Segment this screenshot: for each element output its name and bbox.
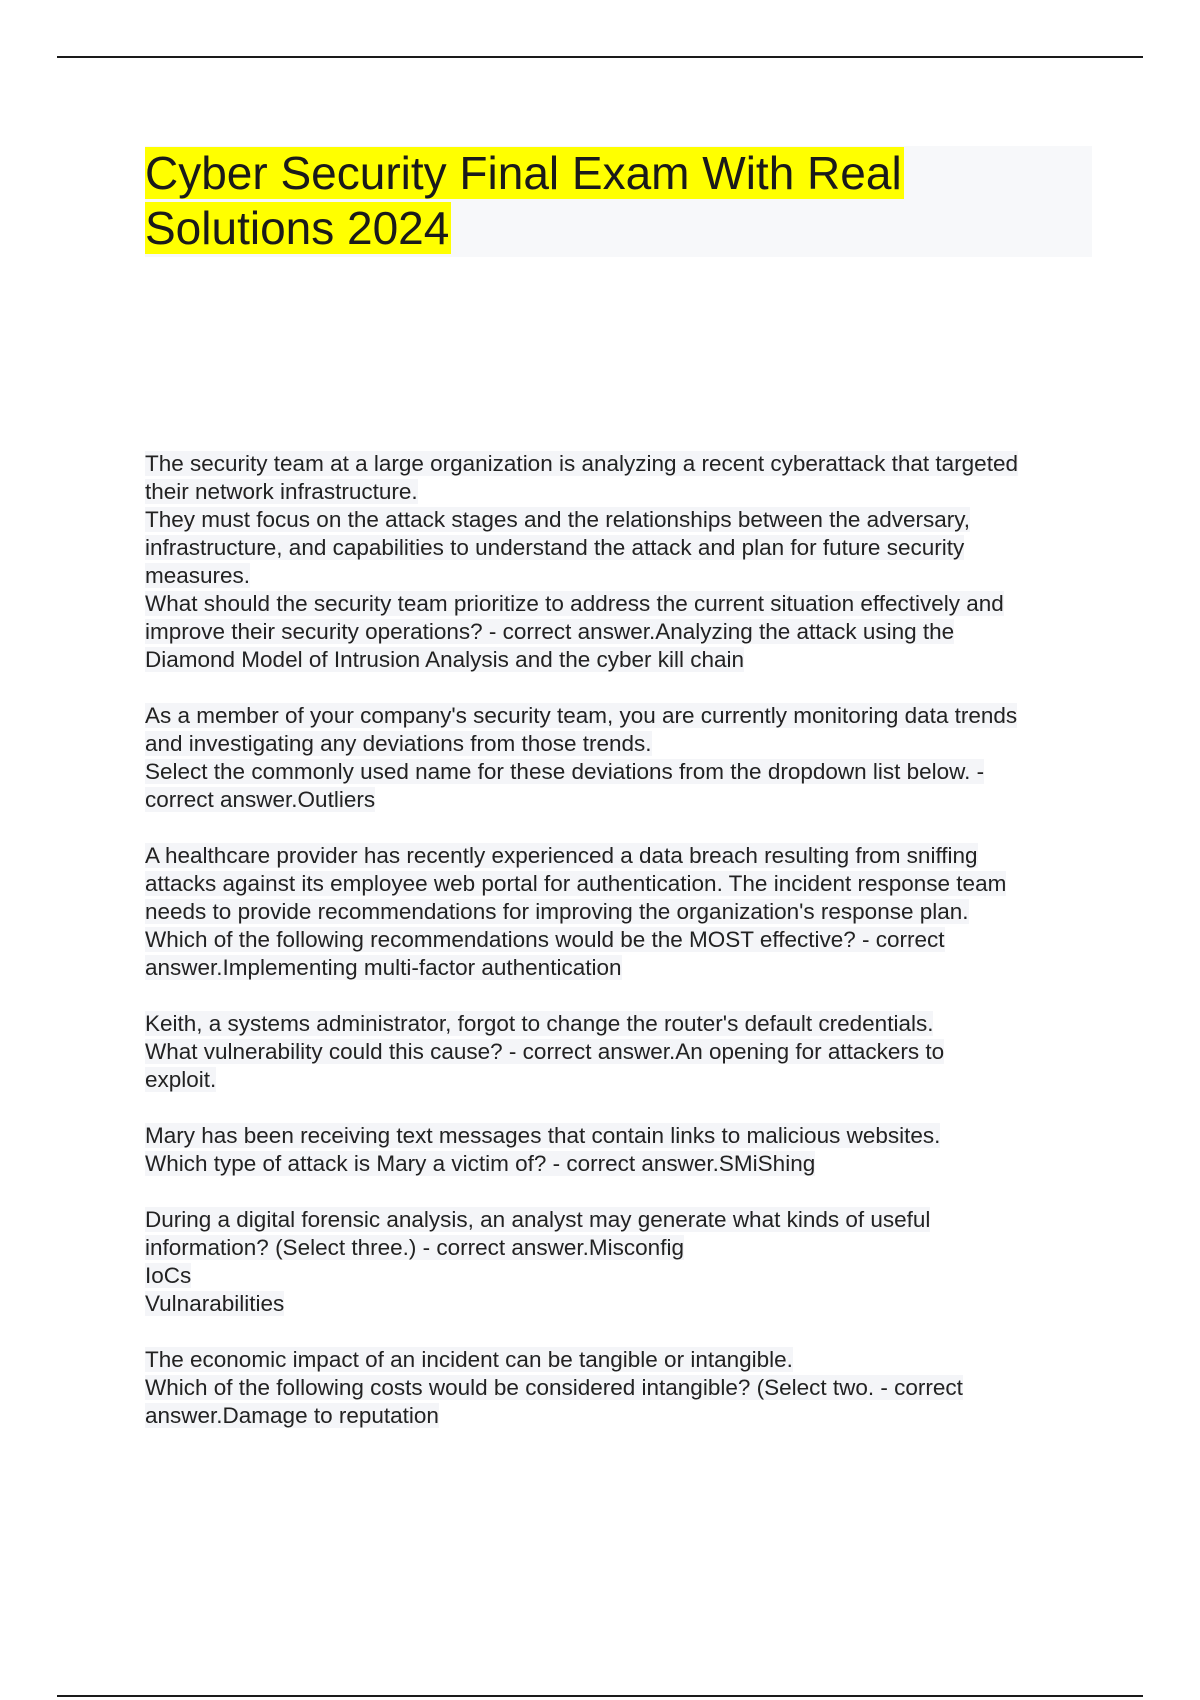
answer-line: correct answer.Outliers (145, 787, 376, 812)
answer-line: IoCs (145, 1263, 192, 1288)
question-line: Which of the following recommendations would be the MOST effective? - correct (145, 927, 945, 952)
question-block (145, 842, 1105, 982)
question-block (145, 1206, 1105, 1318)
question-line: As a member of your company's security team, you are currently monitoring data trends (145, 703, 1018, 728)
document-body (145, 450, 1105, 1458)
answer-line: Which type of attack is Mary a victim of? - correct answer.SMiShing (145, 1151, 816, 1176)
answer-line: Vulnarabilities (145, 1291, 285, 1316)
question-line: Mary has been receiving text messages that contain links to malicious websites. (145, 1123, 941, 1148)
answer-line: information? (Select three.) - correct answer.Misconfig (145, 1235, 684, 1260)
page-title (145, 146, 1092, 256)
question-block (145, 1010, 1105, 1094)
question-line: infrastructure, and capabilities to understand the attack and plan for future security (145, 535, 965, 560)
question-block (145, 450, 1105, 674)
answer-line: Diamond Model of Intrusion Analysis and the cyber kill chain (145, 647, 745, 672)
question-block (145, 1122, 1105, 1178)
title-line-1: Cyber Security Final Exam With Real (145, 147, 902, 199)
question-line: They must focus on the attack stages and the relationships between the adversary, (145, 507, 971, 532)
question-line: During a digital forensic analysis, an analyst may generate what kinds of useful (145, 1207, 931, 1232)
answer-line: answer.Implementing multi-factor authentication (145, 955, 622, 980)
question-line: measures. (145, 563, 251, 588)
question-line: The security team at a large organization is analyzing a recent cyberattack that targeted (145, 451, 1018, 476)
question-line: The economic impact of an incident can be tangible or intangible. (145, 1347, 793, 1372)
question-line: Select the commonly used name for these deviations from the dropdown list below. - (145, 759, 985, 784)
question-line: attacks against its employee web portal for authentication. The incident response team (145, 871, 1007, 896)
question-line: What vulnerability could this cause? - correct answer.An opening for attackers to (145, 1039, 945, 1064)
question-line: A healthcare provider has recently experienced a data breach resulting from sniffing (145, 843, 978, 868)
question-line: needs to provide recommendations for improving the organization's response plan. (145, 899, 969, 924)
title-box (145, 146, 1092, 257)
bottom-rule (57, 1695, 1143, 1697)
question-line: Keith, a systems administrator, forgot to change the router's default credentials. (145, 1011, 934, 1036)
question-line: and investigating any deviations from those trends. (145, 731, 652, 756)
question-block (145, 1346, 1105, 1430)
top-rule (57, 56, 1143, 58)
answer-line: exploit. (145, 1067, 217, 1092)
question-line: Which of the following costs would be considered intangible? (Select two. - correct (145, 1375, 963, 1400)
answer-line: improve their security operations? - correct answer.Analyzing the attack using the (145, 619, 955, 644)
question-line: their network infrastructure. (145, 479, 418, 504)
question-block (145, 702, 1105, 814)
question-line: What should the security team prioritize to address the current situation effectively and (145, 591, 1004, 616)
answer-line: answer.Damage to reputation (145, 1403, 439, 1428)
title-line-2: Solutions 2024 (145, 202, 450, 254)
